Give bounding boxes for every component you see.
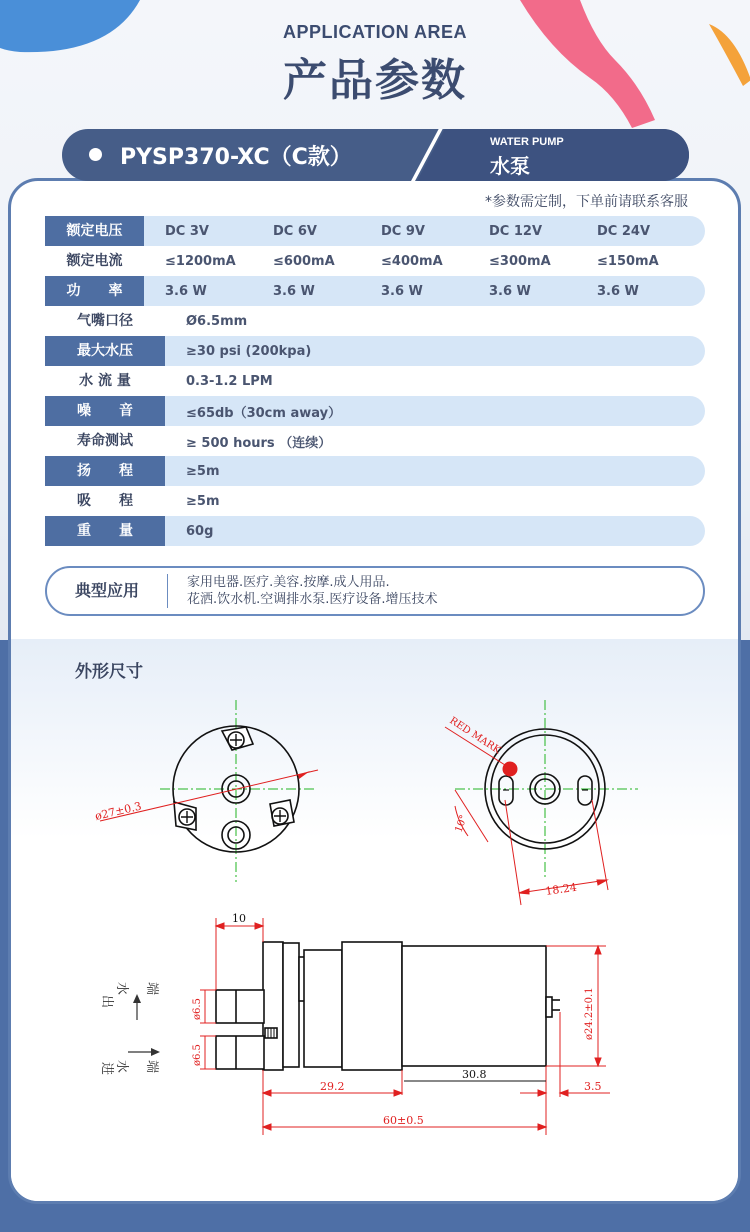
model-name: PYSP370-XC（C款） <box>120 145 352 170</box>
red-mark-dot <box>503 762 517 776</box>
dim-diameter-27: ø27±0.3 <box>93 799 143 823</box>
spec-label: 功 率 <box>45 276 144 306</box>
outlet-arrow-icon <box>133 994 141 1020</box>
spec-value: DC 9V <box>381 223 425 239</box>
dim-24-2: ø24.2±0.1 <box>584 987 595 1040</box>
inlet-arrow-icon <box>128 1048 160 1056</box>
dim-3-5: 3.5 <box>584 1080 602 1093</box>
spec-value: 3.6 W <box>273 283 315 299</box>
spec-value: ≥5m <box>186 493 220 509</box>
spec-value: DC 12V <box>489 223 543 239</box>
outlet-label <box>99 982 160 1008</box>
category-cn: 水泵 <box>490 154 530 178</box>
inlet-char-2: 水 <box>114 1060 129 1074</box>
application-label: 典型应用 <box>74 581 139 600</box>
spec-value: ≥ 500 hours （连续） <box>186 435 332 451</box>
spec-label: 额定电压 <box>45 216 144 246</box>
spec-value: 0.3-1.2 LPM <box>186 373 273 389</box>
front-view <box>160 700 315 882</box>
spec-label: 寿命测试 <box>77 433 133 449</box>
spec-value: ≥30 psi (200kpa) <box>186 343 312 359</box>
spec-value: DC 3V <box>165 223 209 239</box>
spec-value: 3.6 W <box>597 283 639 299</box>
spec-value: ≤400mA <box>381 253 443 269</box>
inlet-char-1: 进 <box>99 1062 114 1076</box>
spec-value: ≤150mA <box>597 253 659 269</box>
dim-18-24: 18.24 <box>544 880 578 898</box>
category-en: WATER PUMP <box>490 136 564 148</box>
spec-label: 额定电流 <box>66 253 123 269</box>
dim-29-2: 29.2 <box>320 1080 345 1093</box>
outlet-char-2: 水 <box>114 982 129 996</box>
spec-value: DC 24V <box>597 223 651 239</box>
spec-label: 扬 程 <box>45 456 165 486</box>
spec-value: 60g <box>186 523 214 539</box>
header-title-cn: 产品参数 <box>283 55 467 106</box>
spec-value: ≤1200mA <box>165 253 236 269</box>
header-title-en: APPLICATION AREA <box>282 22 467 42</box>
outlet-char-1: 出 <box>99 995 114 1009</box>
dim-30-8: 30.8 <box>462 1068 487 1081</box>
application-line-1: 家用电器.医疗.美容.按摩.成人用品. <box>187 575 390 590</box>
spec-label: 最大水压 <box>45 336 165 366</box>
inlet-char-3: 端 <box>144 1060 159 1074</box>
red-mark-label: RED MARK <box>447 715 503 757</box>
side-view <box>216 942 560 1070</box>
spec-value: 3.6 W <box>381 283 423 299</box>
inlet-label <box>99 1060 160 1075</box>
custom-note: *参数需定制，下单前请联系客服 <box>485 194 688 210</box>
outlet-char-3: 端 <box>144 982 159 996</box>
spec-value: ≥5m <box>186 463 220 479</box>
dim-port-1: ø6.5 <box>192 998 203 1020</box>
rear-view-annotations <box>445 727 608 905</box>
spec-value: ≤65db（30cm away） <box>186 405 342 421</box>
spec-label: 噪 音 <box>45 396 165 426</box>
spec-value: ≤300mA <box>489 253 551 269</box>
spec-label: 水 流 量 <box>79 373 131 389</box>
rear-view <box>455 700 638 880</box>
spec-value: 3.6 W <box>165 283 207 299</box>
dimensions-title: 外形尺寸 <box>75 662 143 682</box>
spec-value: DC 6V <box>273 223 317 239</box>
dim-10: 10 <box>232 912 246 925</box>
spec-value: 3.6 W <box>489 283 531 299</box>
spec-value: Ø6.5mm <box>186 313 248 329</box>
spec-label: 重 量 <box>45 516 165 546</box>
dim-port-2: ø6.5 <box>192 1044 203 1066</box>
spec-label: 吸 程 <box>77 493 133 509</box>
dim-60: 60±0.5 <box>383 1114 424 1127</box>
spec-value: ≤600mA <box>273 253 335 269</box>
application-line-2: 花洒.饮水机.空调排水泵.医疗设备.增压技术 <box>187 592 438 607</box>
dim-angle-10: 10° <box>453 813 470 835</box>
spec-label: 气嘴口径 <box>77 313 133 329</box>
